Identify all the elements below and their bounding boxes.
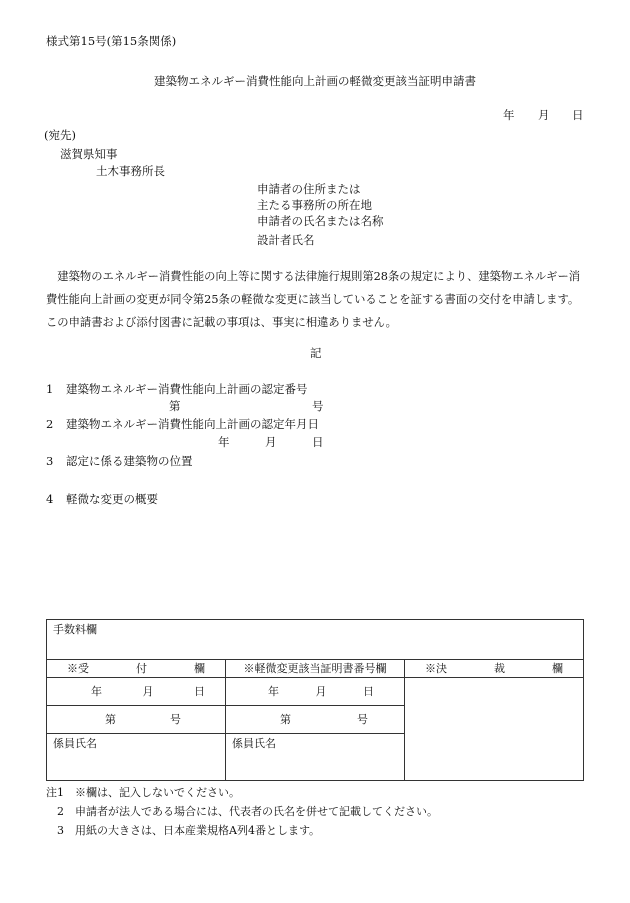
item-4-label: 軽微な変更の概要 — [66, 492, 158, 506]
item-2-label: 建築物エネルギー消費性能向上計画の認定年月日 — [66, 417, 319, 431]
reception-header: ※受 付 欄 — [47, 660, 226, 678]
applicant-address-line2: 主たる事務所の所在地 — [257, 198, 372, 212]
item-2-year: 年 — [218, 435, 230, 449]
date-year: 年 — [503, 108, 515, 122]
addressee-label: (宛先) — [44, 128, 76, 142]
applicant-name: 申請者の氏名または名称 — [257, 214, 384, 228]
decision-header: ※決 裁 欄 — [405, 660, 584, 678]
fee-table — [46, 619, 584, 781]
reception-date-cell: 年 月 日 — [47, 678, 226, 706]
decision-cell — [405, 678, 584, 781]
fee-label: 手数料欄 — [53, 623, 97, 636]
item-1-go: 号 — [312, 399, 324, 413]
reception-staff-cell: 係員氏名 — [47, 734, 226, 781]
document-title: 建築物エネルギー消費性能向上計画の軽微変更該当証明申請書 — [154, 74, 476, 88]
date-day: 日 — [572, 108, 584, 122]
ki-heading: 記 — [310, 346, 322, 360]
addressee-governor: 滋賀県知事 — [60, 147, 118, 161]
note-2: 2 申請者が法人である場合には、代表者の氏名を併せて記載してください。 — [46, 805, 438, 818]
note-1: 注1 ※欄は、記入しないでください。 — [46, 786, 240, 799]
cert-number-header: ※軽微変更該当証明書番号欄 — [226, 660, 405, 678]
item-2-day: 日 — [312, 435, 324, 449]
item-1-dai: 第 — [169, 399, 181, 413]
body-paragraph: 建築物のエネルギー消費性能の向上等に関する法律施行規則第28条の規定により、建築物エネルギー消費性能向上計画の変更が同令第25条の軽微な変更に該当していることを証する書面の交付を申請します。この申請書および添付図書に記載の事項は、事実に相違ありません。 — [46, 270, 581, 329]
fee-cell — [47, 620, 584, 660]
addressee-office: 土木事務所長 — [96, 164, 165, 178]
item-4-number: 4 — [46, 492, 54, 506]
form-number: 様式第15号(第15条関係) — [46, 34, 177, 48]
item-2-month: 月 — [265, 435, 277, 449]
note-3: 3 用紙の大きさは、日本産業規格A列4番とします。 — [46, 824, 321, 837]
cert-number-cell: 第 号 — [226, 706, 405, 734]
applicant-address-line1: 申請者の住所または — [257, 182, 361, 196]
item-3-number: 3 — [46, 454, 54, 468]
designer-name: 設計者氏名 — [257, 233, 315, 247]
reception-number-cell: 第 号 — [47, 706, 226, 734]
item-2-number: 2 — [46, 417, 54, 431]
cert-staff-cell: 係員氏名 — [226, 734, 405, 781]
item-1-label: 建築物エネルギー消費性能向上計画の認定番号 — [66, 382, 308, 396]
item-1-number: 1 — [46, 382, 54, 396]
item-3-label: 認定に係る建築物の位置 — [66, 454, 193, 468]
cert-date-cell: 年 月 日 — [226, 678, 405, 706]
date-month: 月 — [538, 108, 550, 122]
